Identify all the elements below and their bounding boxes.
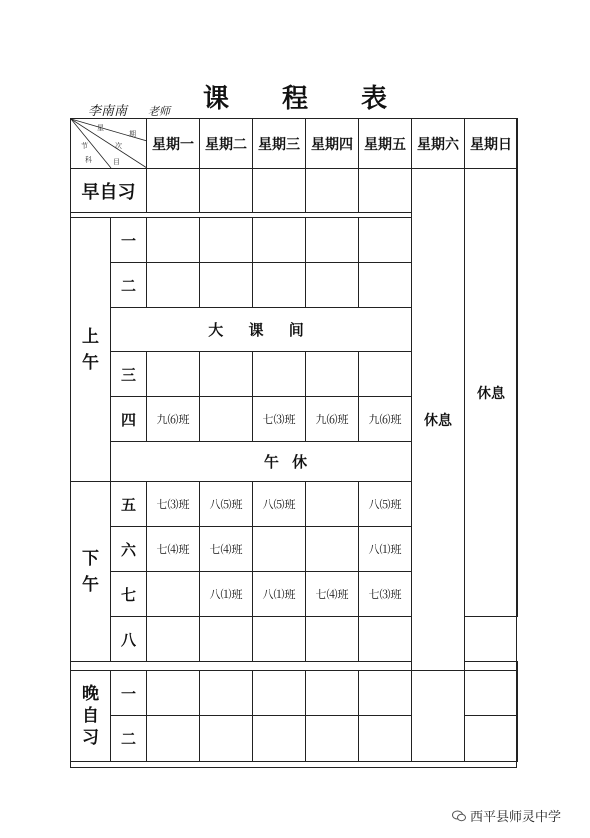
class-cell: 八⑸班 [253, 482, 306, 527]
sunday-rest: 休息 [465, 169, 518, 617]
separator [465, 662, 518, 671]
section-afternoon: 下 午 [71, 482, 111, 662]
class-cell: 七⑶班 [147, 482, 200, 527]
class-cell: 八⑴班 [200, 572, 253, 617]
class-cell: 七⑶班 [359, 572, 412, 617]
period-number: 一 [111, 671, 147, 716]
corner-cell [71, 119, 147, 169]
timetable-cell [200, 169, 253, 213]
day-header: 星期一 [147, 119, 200, 169]
corner-label: 科 [85, 156, 92, 164]
evening-row [71, 716, 518, 762]
timetable-cell [306, 169, 359, 213]
page-title: 课 程 表 [202, 84, 410, 114]
day-header: 星期日 [465, 119, 518, 169]
class-cell: 七⑷班 [147, 527, 200, 572]
class-cell [306, 527, 359, 572]
wechat-icon [452, 810, 466, 822]
section-morning: 上 午 [71, 218, 111, 482]
saturday-evening-blank [412, 716, 465, 762]
period-number: 三 [111, 352, 147, 397]
timetable-cell [147, 169, 200, 213]
class-cell: 七⑷班 [306, 572, 359, 617]
period-number: 八 [111, 617, 147, 662]
class-cell: 八⑴班 [359, 527, 412, 572]
class-cell: 八⑴班 [253, 572, 306, 617]
day-header: 星期四 [306, 119, 359, 169]
period-number: 一 [111, 218, 147, 263]
timetable-cell [465, 716, 518, 762]
class-cell: 七⑶班 [253, 397, 306, 442]
timetable [70, 118, 518, 762]
timetable-cell [253, 169, 306, 213]
class-cell [253, 527, 306, 572]
section-morning-reading: 早自习 [71, 169, 147, 213]
period-number: 四 [111, 397, 147, 442]
class-cell [200, 397, 253, 442]
period-number: 五 [111, 482, 147, 527]
class-cell: 八⑸班 [359, 482, 412, 527]
class-cell: 九⑹班 [306, 397, 359, 442]
class-cell: 七⑷班 [200, 527, 253, 572]
header-row [71, 119, 518, 169]
class-cell: 九⑹班 [147, 397, 200, 442]
class-cell: 八⑸班 [200, 482, 253, 527]
day-header: 星期六 [412, 119, 465, 169]
teacher-role: 老师 [148, 105, 170, 118]
timetable-cell [465, 671, 518, 716]
big-break-band: 大 课 间 [111, 308, 412, 352]
corner-label: 次 [115, 142, 122, 150]
period-number: 二 [111, 716, 147, 762]
evening-row [71, 671, 518, 716]
class-cell [147, 572, 200, 617]
noon-row [71, 442, 518, 482]
class-cell: 九⑹班 [359, 397, 412, 442]
corner-label: 节 [81, 142, 88, 150]
account-name: 西平县师灵中学 [470, 810, 562, 825]
footer-watermark [452, 806, 561, 825]
corner-label: 星 [97, 124, 104, 132]
period-number: 七 [111, 572, 147, 617]
period-number: 二 [111, 263, 147, 308]
saturday-rest: 休息 [412, 169, 465, 671]
day-header: 星期五 [359, 119, 412, 169]
corner-label: 期 [129, 130, 136, 138]
timetable-cell [359, 169, 412, 213]
day-header: 星期三 [253, 119, 306, 169]
section-evening: 晚 自 习 [71, 671, 111, 762]
class-cell [306, 482, 359, 527]
corner-label: 目 [113, 158, 120, 166]
teacher-name: 李南南 [88, 104, 128, 119]
noon-band: 午 休 [111, 442, 465, 482]
separator [71, 662, 412, 671]
day-header: 星期二 [200, 119, 253, 169]
period-number: 六 [111, 527, 147, 572]
saturday-evening-blank [412, 671, 465, 716]
morning-reading-row [71, 169, 518, 213]
